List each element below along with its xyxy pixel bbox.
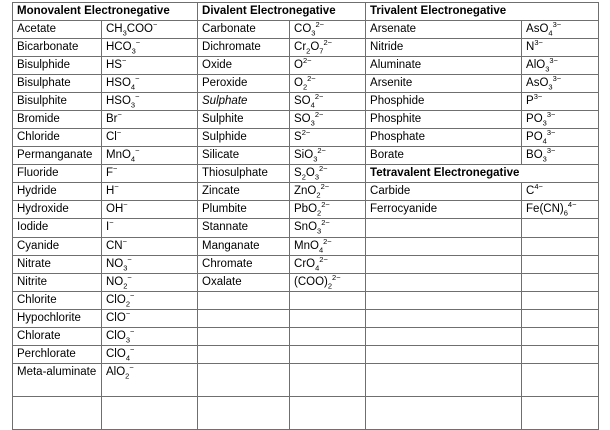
table-row	[13, 111, 599, 129]
table-row	[13, 274, 599, 292]
divalent-formula-cell: $S^{2-}$	[290, 129, 366, 147]
table-row	[13, 75, 599, 93]
empty-cell	[522, 219, 599, 238]
empty-cell	[522, 292, 599, 310]
trivalent-name-cell: Arsenate	[366, 21, 522, 39]
monovalent-name-cell: Bisulphide	[13, 57, 102, 75]
monovalent-name-cell: Acetate	[13, 21, 102, 39]
empty-cell	[198, 346, 290, 364]
empty-cell	[366, 219, 522, 238]
divalent-name-cell: Peroxide	[198, 75, 290, 93]
divalent-name-cell: Plumbite	[198, 201, 290, 219]
divalent-name-cell: Silicate	[198, 147, 290, 165]
trivalent-formula-cell: $BO_3^{3-}$	[522, 147, 599, 165]
trivalent-name-cell: Borate	[366, 147, 522, 165]
divalent-formula-cell: $S_2O_3^{2-}$	[290, 165, 366, 183]
monovalent-formula-cell: Br−	[102, 111, 198, 129]
divalent-name-cell: Dichromate	[198, 39, 290, 57]
monovalent-name-cell: Fluoride	[13, 165, 102, 183]
monovalent-name-cell: Bicarbonate	[13, 39, 102, 57]
empty-cell	[13, 397, 102, 430]
monovalent-formula-cell: F−	[102, 165, 198, 183]
trivalent-name-cell: Aluminate	[366, 57, 522, 75]
table-row	[13, 129, 599, 147]
monovalent-formula-cell: CN−	[102, 238, 198, 256]
monovalent-name-cell: Hydride	[13, 183, 102, 201]
empty-cell	[366, 397, 522, 430]
empty-cell	[198, 310, 290, 328]
empty-cell	[522, 364, 599, 397]
empty-cell	[198, 364, 290, 397]
divalent-formula-cell: SnO$_3^{2-}$	[290, 219, 366, 238]
monovalent-formula-cell: $HSO_4^-$	[102, 75, 198, 93]
monovalent-formula-cell: ClO−	[102, 310, 198, 328]
table-row	[13, 328, 599, 346]
divalent-formula-cell: PbO$_2^{2-}$	[290, 201, 366, 219]
monovalent-formula-cell: $HSO_3^-$	[102, 93, 198, 111]
table-row	[13, 3, 599, 21]
divalent-formula-cell: $O_2^{2-}$	[290, 75, 366, 93]
monovalent-name-cell: Hydroxide	[13, 201, 102, 219]
monovalent-formula-cell: ClO$_3$−	[102, 328, 198, 346]
table-row	[13, 93, 599, 111]
empty-cell	[198, 397, 290, 430]
monovalent-formula-cell: Cl−	[102, 129, 198, 147]
trivalent-formula-cell: AlO$_3^{3-}$	[522, 57, 599, 75]
empty-cell	[198, 328, 290, 346]
anion-table-body	[13, 3, 599, 430]
divalent-name-cell: Thiosulphate	[198, 165, 290, 183]
divalent-name-cell: Sulphite	[198, 111, 290, 129]
trivalent-formula-cell: AsO$_3^{3-}$	[522, 75, 599, 93]
monovalent-name-cell: Chlorate	[13, 328, 102, 346]
divalent-formula-cell: $SO_4^{2-}$	[290, 93, 366, 111]
empty-cell	[522, 397, 599, 430]
empty-cell	[522, 310, 599, 328]
trivalent-header: Trivalent Electronegative	[366, 3, 599, 21]
empty-cell	[366, 238, 522, 256]
table-row	[13, 292, 599, 310]
divalent-name-cell: Sulphate	[198, 93, 290, 111]
trivalent-name-cell: Phosphide	[366, 93, 522, 111]
monovalent-formula-cell: MnO$_4$−	[102, 147, 198, 165]
table-row	[13, 201, 599, 219]
empty-cell	[290, 292, 366, 310]
divalent-formula-cell: SiO$_3^{2-}$	[290, 147, 366, 165]
table-row	[13, 346, 599, 364]
table-row	[13, 147, 599, 165]
empty-cell	[198, 292, 290, 310]
trivalent-name-cell: Phosphite	[366, 111, 522, 129]
table-row	[13, 310, 599, 328]
divalent-name-cell: Sulphide	[198, 129, 290, 147]
monovalent-formula-cell: $NO_2^-$	[102, 274, 198, 292]
table-row	[13, 21, 599, 39]
table-row	[13, 256, 599, 274]
table-row	[13, 183, 599, 201]
tetravalent-formula-cell: $Fe(CN)_6^{4-}$	[522, 201, 599, 219]
empty-cell	[366, 274, 522, 292]
monovalent-header: Monovalent Electronegative	[13, 3, 198, 21]
empty-cell	[290, 346, 366, 364]
empty-cell	[366, 364, 522, 397]
empty-cell	[366, 328, 522, 346]
empty-cell	[290, 364, 366, 397]
monovalent-name-cell: Bromide	[13, 111, 102, 129]
empty-cell	[366, 346, 522, 364]
divalent-formula-cell: $CO_3^{2-}$	[290, 21, 366, 39]
divalent-formula-cell: $SO_3^{2-}$	[290, 111, 366, 129]
trivalent-formula-cell: AsO$_4^{3-}$	[522, 21, 599, 39]
empty-cell	[522, 328, 599, 346]
divalent-formula-cell: CrO$_4^{2-}$	[290, 256, 366, 274]
empty-cell	[522, 274, 599, 292]
anion-table	[12, 2, 599, 430]
divalent-name-cell: Oxide	[198, 57, 290, 75]
monovalent-formula-cell: HS−	[102, 57, 198, 75]
monovalent-name-cell: Meta-aluminate	[13, 364, 102, 397]
empty-cell	[366, 292, 522, 310]
trivalent-name-cell: Arsenite	[366, 75, 522, 93]
tetravalent-name-cell: Carbide	[366, 183, 522, 201]
tetravalent-header: Tetravalent Electronegative	[366, 165, 599, 183]
monovalent-name-cell: Bisulphite	[13, 93, 102, 111]
table-row	[13, 165, 599, 183]
tetravalent-formula-cell: $C^{4-}$	[522, 183, 599, 201]
empty-cell	[290, 397, 366, 430]
divalent-formula-cell: $O^{2-}$	[290, 57, 366, 75]
divalent-name-cell: Carbonate	[198, 21, 290, 39]
monovalent-formula-cell: H−	[102, 183, 198, 201]
trivalent-formula-cell: $PO_3^{3-}$	[522, 111, 599, 129]
monovalent-formula-cell: $NO_3^-$	[102, 256, 198, 274]
divalent-formula-cell: ZnO$_2^{2-}$	[290, 183, 366, 201]
monovalent-formula-cell: I−	[102, 219, 198, 238]
divalent-name-cell: Oxalate	[198, 274, 290, 292]
table-row	[13, 397, 599, 430]
divalent-name-cell: Stannate	[198, 219, 290, 238]
divalent-formula-cell: MnO$_4^{2-}$	[290, 238, 366, 256]
table-row	[13, 57, 599, 75]
monovalent-name-cell: Cyanide	[13, 238, 102, 256]
empty-cell	[522, 238, 599, 256]
monovalent-formula-cell: OH−	[102, 201, 198, 219]
empty-cell	[102, 397, 198, 430]
divalent-name-cell: Zincate	[198, 183, 290, 201]
tetravalent-name-cell: Ferrocyanide	[366, 201, 522, 219]
empty-cell	[522, 256, 599, 274]
monovalent-name-cell: Nitrite	[13, 274, 102, 292]
monovalent-name-cell: Chlorite	[13, 292, 102, 310]
monovalent-formula-cell: $HCO_3^-$	[102, 39, 198, 57]
empty-cell	[290, 310, 366, 328]
divalent-formula-cell: $(COO)_2^{2-}$	[290, 274, 366, 292]
monovalent-name-cell: Iodide	[13, 219, 102, 238]
monovalent-name-cell: Hypochlorite	[13, 310, 102, 328]
monovalent-formula-cell: AlO$_2$−	[102, 364, 198, 397]
monovalent-formula-cell: ClO$_2$−	[102, 292, 198, 310]
monovalent-formula-cell: ClO$_4$−	[102, 346, 198, 364]
monovalent-name-cell: Bisulphate	[13, 75, 102, 93]
monovalent-name-cell: Perchlorate	[13, 346, 102, 364]
monovalent-name-cell: Permanganate	[13, 147, 102, 165]
empty-cell	[522, 346, 599, 364]
table-row	[13, 238, 599, 256]
trivalent-name-cell: Phosphate	[366, 129, 522, 147]
monovalent-name-cell: Chloride	[13, 129, 102, 147]
monovalent-name-cell: Nitrate	[13, 256, 102, 274]
trivalent-formula-cell: $N^{3-}$	[522, 39, 599, 57]
empty-cell	[290, 328, 366, 346]
divalent-formula-cell: $Cr_2O_7^{2-}$	[290, 39, 366, 57]
trivalent-name-cell: Nitride	[366, 39, 522, 57]
divalent-name-cell: Chromate	[198, 256, 290, 274]
table-row	[13, 39, 599, 57]
table-row	[13, 219, 599, 238]
trivalent-formula-cell: $P^{3-}$	[522, 93, 599, 111]
empty-cell	[366, 310, 522, 328]
divalent-header: Divalent Electronegative	[198, 3, 366, 21]
table-row	[13, 364, 599, 397]
divalent-name-cell: Manganate	[198, 238, 290, 256]
empty-cell	[366, 256, 522, 274]
trivalent-formula-cell: $PO_4^{3-}$	[522, 129, 599, 147]
monovalent-formula-cell: $CH_3COO^-$	[102, 21, 198, 39]
